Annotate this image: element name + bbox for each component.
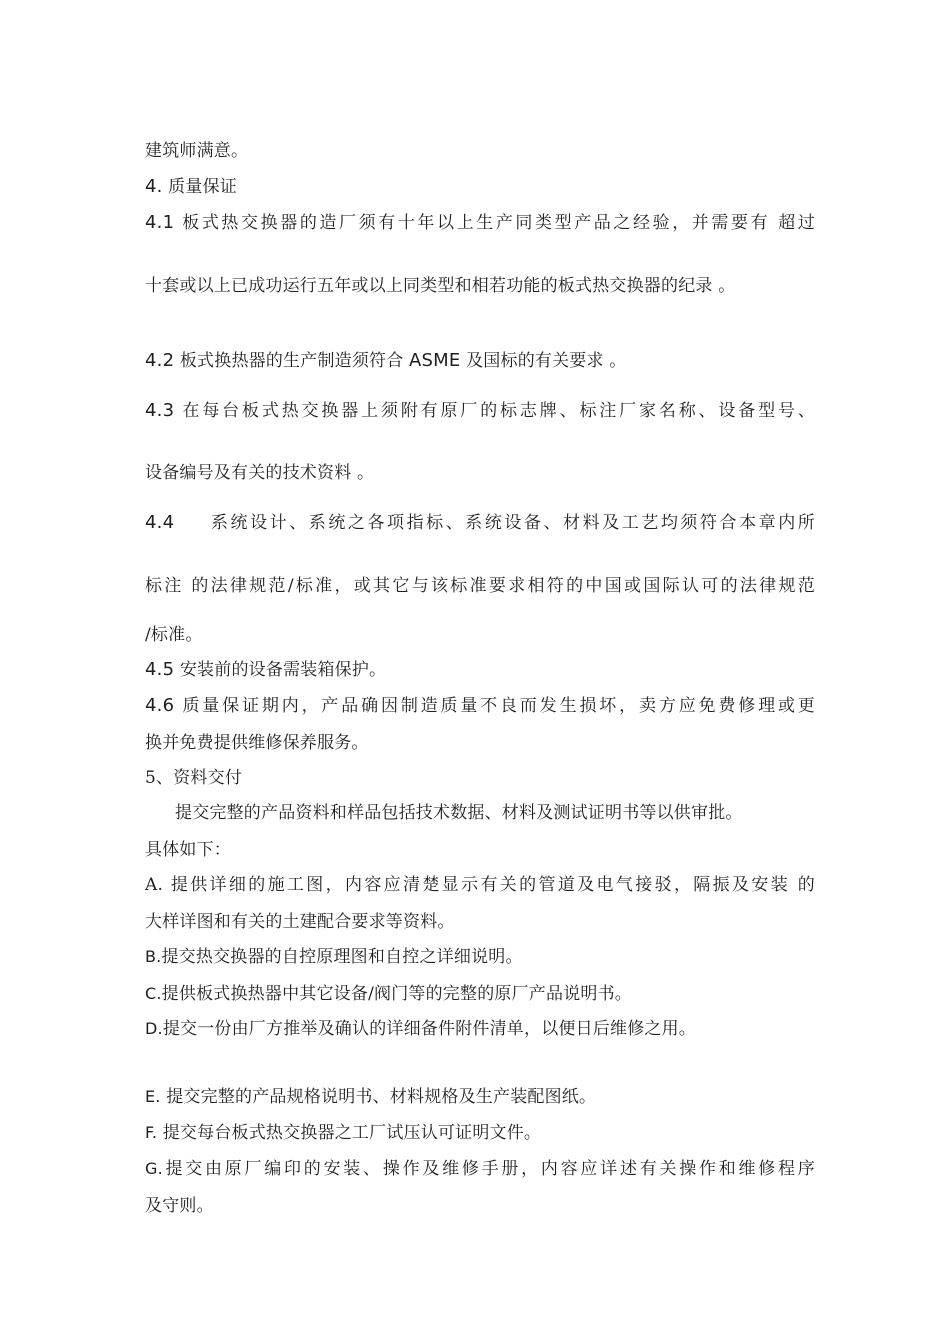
text-line [175, 801, 815, 825]
clause-4-1 [145, 211, 815, 235]
clause-4-3 [145, 399, 815, 423]
line-text: 板式换热器的生产制造须符合 [174, 351, 410, 371]
line-text: 提交完整的产品规格说明书、材料规格及生产装配图纸。 [160, 1087, 597, 1107]
line-text: 板式热交换器的造厂须有十年以上生产同类型产品之经验，并需要有 超过 [174, 213, 815, 233]
line-text: 具体如下： [145, 840, 231, 860]
list-marker: G. [145, 1159, 163, 1178]
text-line [145, 910, 815, 934]
clause-number: 4.2 [145, 350, 175, 371]
line-text: A. 提供详细的施工图，内容应清楚显示有关的管道及电气接驳，隔振及安装 的 [145, 875, 815, 895]
list-marker: E. [145, 1087, 161, 1106]
clause-4-4 [145, 511, 815, 535]
list-item-g [145, 1157, 815, 1181]
line-text: 换并免费提供维修保养服务。 [145, 733, 369, 753]
clause-number: 4.4 [145, 512, 175, 533]
line-text: 提交热交换器的自控原理图和自控之详细说明。 [161, 947, 523, 967]
line-text: 提交每台板式热交换器之工厂试压认可证明文件。 [157, 1123, 542, 1143]
line-text: 标注 的法律规范/标准，或其它与该标准要求相符的中国或国际认可的法律规范 [145, 576, 815, 596]
section-number: 4. [145, 176, 163, 197]
clause-4-6 [145, 694, 815, 718]
line-text: 大样详图和有关的土建配合要求等资料。 [145, 912, 455, 932]
line-text: 系统设计、系统之各项指标、系统设备、材料及工艺均须符合本章内所 [211, 513, 815, 533]
text-line [145, 838, 815, 862]
line-text: 5、资料交付 [145, 768, 243, 788]
clause-number: 4.1 [145, 212, 175, 233]
clause-number: 4.3 [145, 400, 175, 421]
text-line [145, 461, 815, 485]
list-marker: B. [145, 947, 162, 966]
line-text: 建筑师满意。 [145, 141, 249, 161]
section-heading-documents [145, 766, 815, 790]
line-text: 提交完整的产品资料和样品包括技术数据、材料及测试证明书等以供审批。 [175, 803, 743, 823]
text-line [145, 574, 815, 598]
text-line [145, 139, 815, 163]
line-text: 提供板式换热器中其它设备/阀门等的完整的原厂产品说明书。 [161, 984, 632, 1004]
list-item-f [145, 1121, 815, 1145]
list-item-d [145, 1017, 815, 1041]
list-item-b [145, 945, 815, 969]
line-text: /标准。 [145, 625, 203, 645]
line-text: 提交由原厂编印的安装、操作及维修手册，内容应详述有关操作和维修程序 [162, 1159, 815, 1179]
text-line [145, 623, 815, 647]
list-item-c [145, 982, 815, 1006]
line-text: 安装前的设备需装箱保护。 [174, 660, 387, 680]
clause-4-2 [145, 349, 815, 373]
line-text: 在每台板式热交换器上须附有原厂的标志牌、标注厂家名称、设备型号、 [174, 401, 815, 421]
line-text: 质量保证期内，产品确因制造质量不良而发生损坏，卖方应免费修理或更 [174, 696, 815, 716]
line-text: 十套或以上已成功运行五年或以上同类型和相若功能的板式热交换器的纪录 。 [145, 276, 736, 296]
text-line [145, 274, 815, 298]
line-text: 设备编号及有关的技术资料 。 [145, 463, 375, 483]
line-text: 及国标的有关要求 。 [460, 351, 627, 371]
clause-number: 4.5 [145, 659, 175, 680]
clause-number: 4.6 [145, 695, 175, 716]
line-text: 提交一份由厂方推举及确认的详细备件附件清单，以便日后维修之用。 [162, 1019, 697, 1039]
list-marker: F. [145, 1123, 158, 1142]
text-line [145, 1194, 815, 1218]
clause-4-5 [145, 658, 815, 682]
list-item-e [145, 1085, 815, 1109]
line-text: 质量保证 [162, 177, 237, 197]
standard-name: ASME [409, 350, 461, 371]
text-line [145, 731, 815, 755]
list-marker: C. [145, 984, 162, 1003]
line-text: 及守则。 [145, 1196, 214, 1216]
list-marker: D. [145, 1019, 163, 1038]
section-heading-quality [145, 175, 815, 199]
list-item-a [145, 873, 815, 897]
